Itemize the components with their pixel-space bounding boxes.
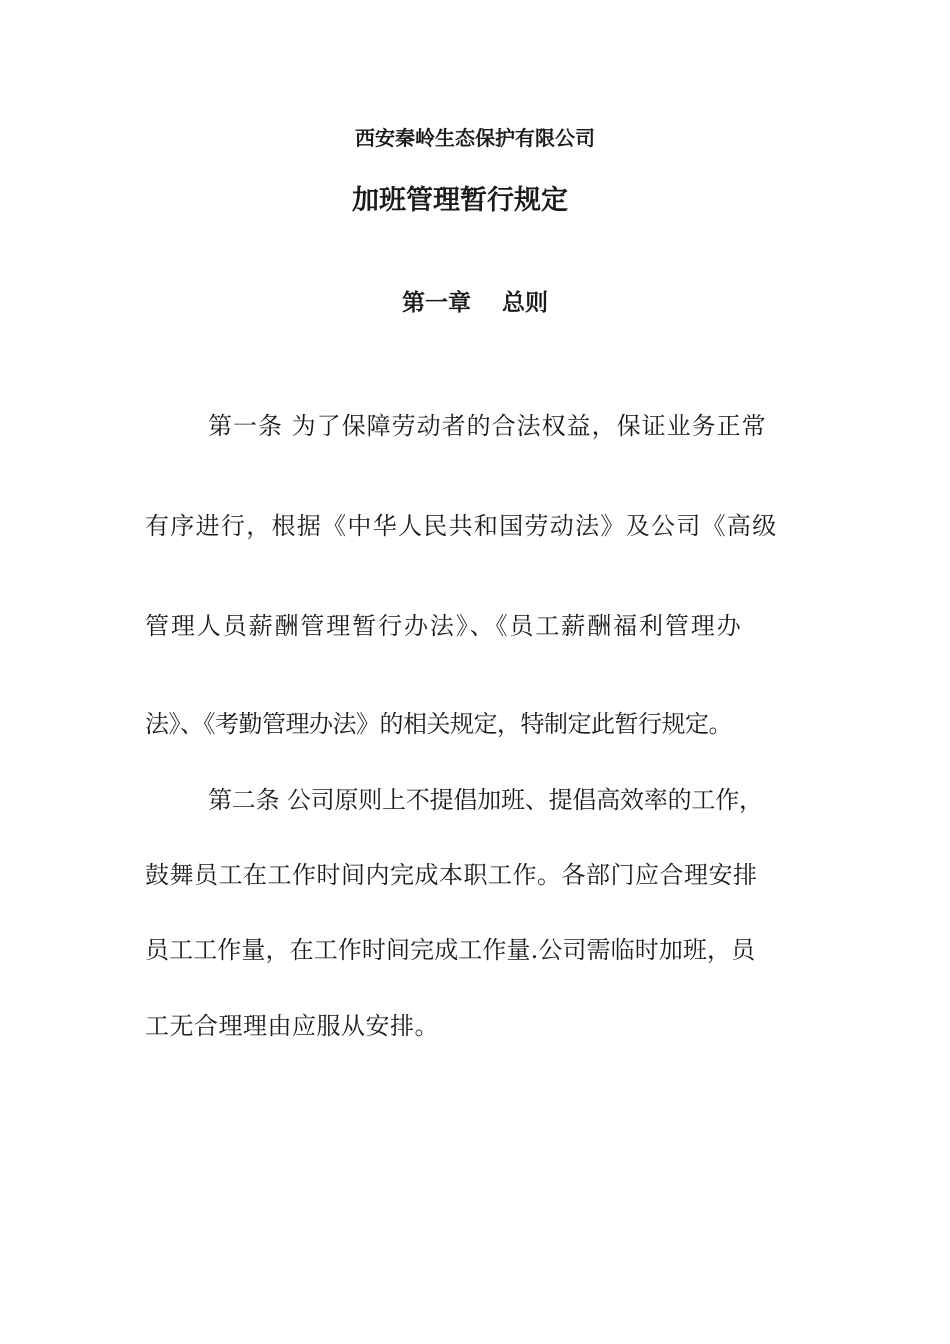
article-1-line-3: 管理人员薪酬管理暂行办法》、《员工薪酬福利管理办 [145, 612, 743, 640]
article-1-line-4: 法》、《考勤管理办法》的相关规定，特制定此暂行规定。 [145, 710, 732, 738]
document-title: 加班管理暂行规定 [352, 185, 568, 216]
chapter-heading: 第一章 总则 [401, 289, 548, 316]
article-2-line-2: 鼓舞员工在工作时间内完成本职工作。各部门应合理安排 [145, 861, 758, 889]
company-name: 西安秦岭生态保护有限公司 [355, 126, 595, 150]
article-1-line-2: 有序进行，根据《中华人民共和国劳动法》及公司《高级 [145, 512, 778, 540]
article-1-line-1: 第一条 为了保障劳动者的合法权益，保证业务正常 [208, 412, 767, 440]
article-2-line-4: 工无合理理由应服从安排。 [145, 1012, 439, 1040]
article-2-line-3: 员工工作量，在工作时间完成工作量.公司需临时加班，员 [145, 936, 756, 964]
article-2-line-1: 第二条 公司原则上不提倡加班、提倡高效率的工作， [208, 786, 763, 814]
